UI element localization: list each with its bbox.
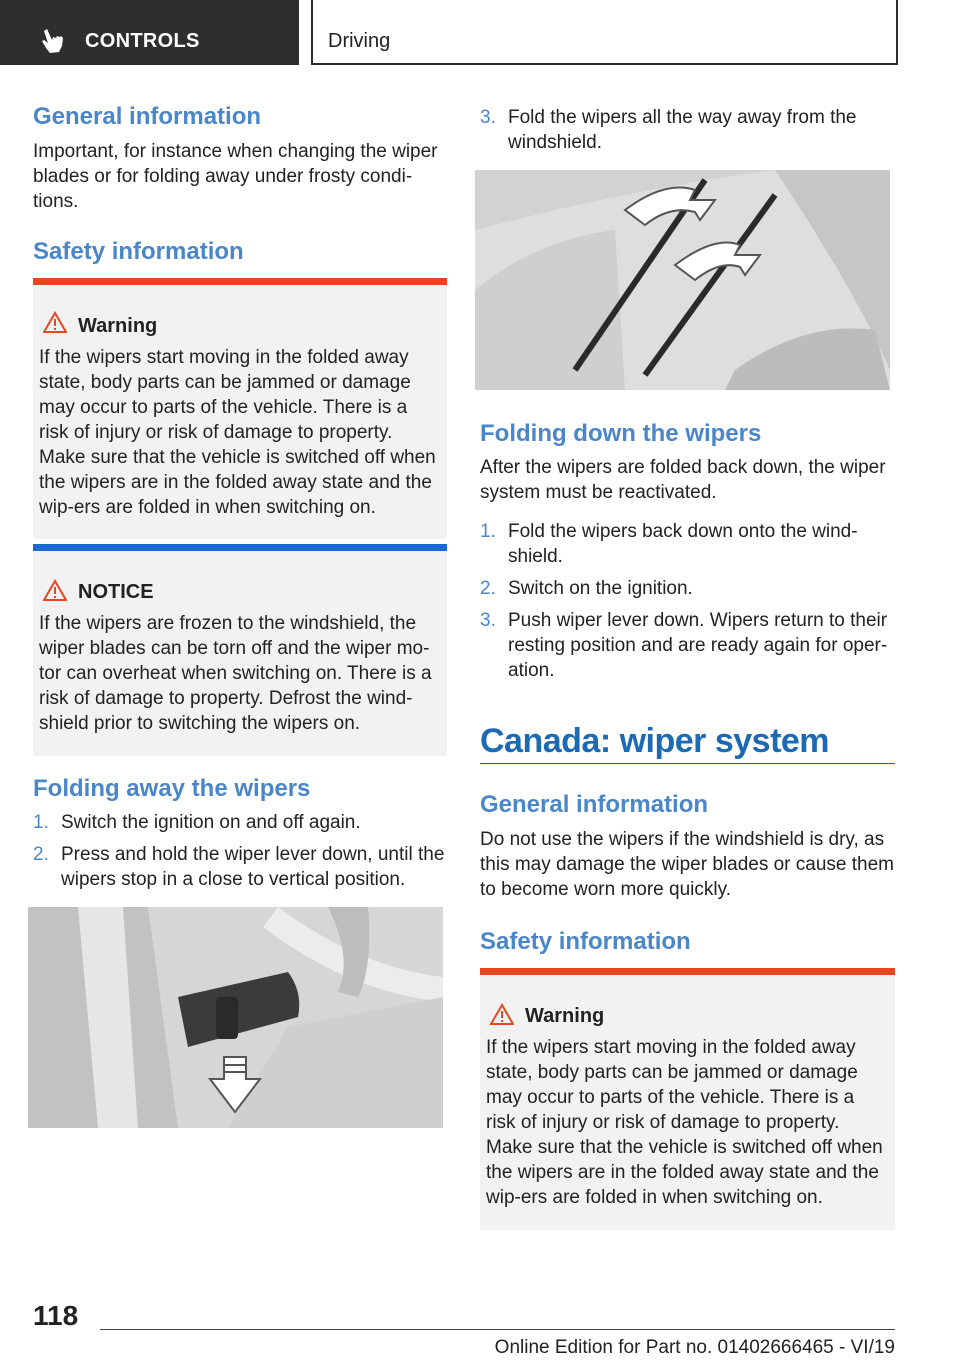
list-number: 1. [480,521,496,542]
folding-away-heading: Folding away the wipers [33,775,311,802]
list-item [480,519,894,569]
wiper-lever-drawing [28,907,443,1128]
warning-title: Warning [78,315,158,337]
notice-text: If the wipers are frozen to the windshield, the wiper blades can be torn off and the wiper mo‐tor can overheat when switching on. There is a risk of damage to property. Defrost the wind‐shield prior to switching the wipers on. [39,613,432,734]
list-number: 3. [480,107,496,128]
list-number: 2. [33,844,49,865]
warning-text: If the wipers start moving in the folded away state, body parts can be jammed or damage may occur to parts of the vehicle. There is a risk of injury or risk of damage to property. Make sure that the vehicle is switched off when the wipers are in the folded away state and the wip‐ers are folded in when switching on. [39,347,436,518]
warning-triangle-icon [43,311,67,333]
list-text: Push wiper lever down. Wipers return to their resting position and are ready again for oper‐ation. [508,610,888,681]
list-item [480,576,894,601]
warning-box [33,278,447,539]
notice-box [33,544,447,756]
list-number: 3. [480,610,496,631]
subsection-header [311,0,898,65]
list-number: 2. [480,578,496,599]
list-item [480,608,894,683]
general-information-heading: General information [33,103,262,130]
general-information-text: Important, for instance when changing the wiper blades or for folding away under frosty condi‐tions. [33,141,438,212]
footer-rule [100,1329,895,1330]
page-number: 118 [33,1300,79,1331]
wipers-folded-illustration [475,170,890,390]
notice-triangle-icon [43,579,67,601]
list-text: Switch the ignition on and off again. [61,812,361,833]
footer-edition: Online Edition for Part no. 01402666465 - VI/19 [494,1337,895,1358]
list-text: Fold the wipers all the way away from the windshield. [508,107,857,153]
list-item [480,105,894,155]
list-item [33,810,447,835]
list-text: Switch on the ignition. [508,578,693,599]
warning-triangle-icon [490,1003,514,1025]
list-text: Press and hold the wiper lever down, until the wipers stop in a close to vertical position. [61,844,445,890]
list-text: Fold the wipers back down onto the wind‐shield. [508,521,858,567]
subsection-title: Driving [328,30,391,52]
folding-down-heading: Folding down the wipers [480,420,762,447]
section-tab [0,0,299,65]
list-number: 1. [33,812,49,833]
warning-title: Warning [525,1005,605,1027]
folding-down-text: After the wipers are folded back down, the wiper system must be reactivated. [480,457,886,503]
canada-safety-information-heading: Safety information [480,928,691,955]
title-underline [480,763,895,764]
wiper-lever-illustration [28,907,443,1128]
canada-wiper-system-title: Canada: wiper system [480,722,830,760]
list-item [33,842,447,892]
notice-title: NOTICE [78,581,154,603]
section-title: CONTROLS [85,30,200,52]
safety-information-heading: Safety information [33,238,244,265]
canada-general-information-text: Do not use the wipers if the windshield is dry, as this may damage the wiper blades or cause them to become worn more quickly. [480,829,894,900]
wipers-folded-drawing [475,170,890,390]
hand-pointer-icon [40,28,64,54]
canada-general-information-heading: General information [480,791,709,818]
canada-warning-box [480,968,895,1230]
warning-text: If the wipers start moving in the folded away state, body parts can be jammed or damage may occur to parts of the vehicle. There is a risk of injury or risk of damage to property. Make sure that the vehicle is switched off when the wipers are in the folded away state and the wip‐ers are folded in when switching on. [486,1037,883,1208]
